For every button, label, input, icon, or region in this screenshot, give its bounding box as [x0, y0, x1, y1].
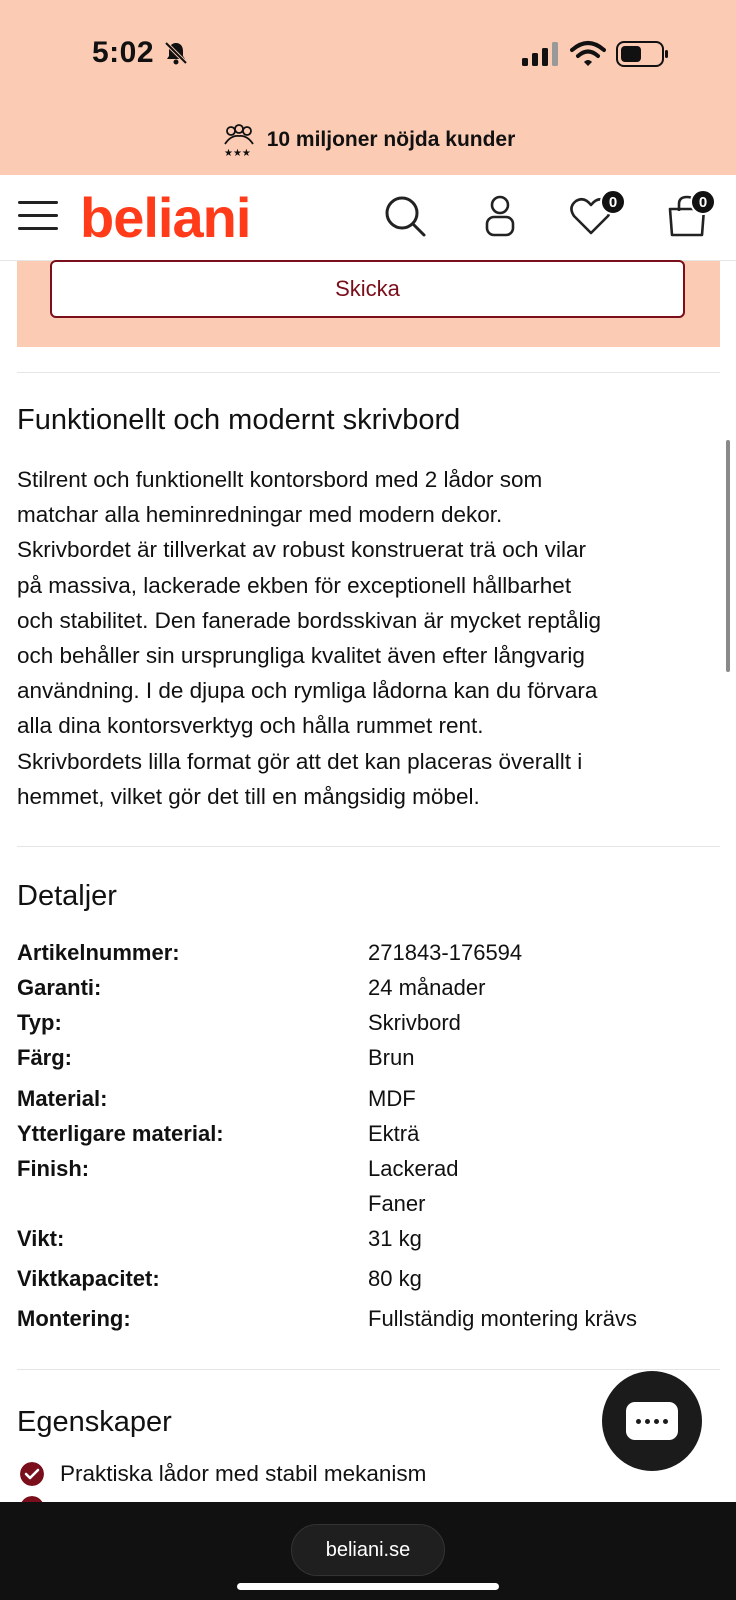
- send-button[interactable]: Skicka: [50, 260, 685, 318]
- spec-label: Artikelnummer:: [17, 940, 180, 965]
- spec-label: Garanti:: [17, 975, 102, 1000]
- divider: [17, 372, 720, 373]
- spec-value: 80 kg: [368, 1266, 422, 1291]
- account-icon[interactable]: [477, 193, 523, 239]
- description-line: alla dina kontorsverktyg och hålla rummet rent.: [17, 713, 484, 739]
- search-icon[interactable]: [382, 193, 428, 239]
- spec-value: 31 kg: [368, 1226, 422, 1251]
- description-line: Skrivbordet är tillverkat av robust konstruerat trä och vilar: [17, 537, 586, 563]
- features-title: Egenskaper: [17, 1406, 172, 1438]
- spec-value: Skrivbord: [368, 1010, 461, 1035]
- beliani-logo[interactable]: beliani: [80, 186, 251, 249]
- spec-label: Finish:: [17, 1156, 90, 1181]
- wifi-icon: [570, 40, 606, 68]
- spec-value: Fullständig montering krävs: [368, 1306, 638, 1331]
- cart-count-badge: 0: [690, 189, 716, 215]
- scrollbar[interactable]: [726, 440, 730, 672]
- spec-value: 24 månader: [368, 975, 486, 1000]
- browser-bottom-bar: [0, 1502, 736, 1600]
- spec-label: Material:: [17, 1086, 108, 1111]
- customers-icon: [221, 122, 257, 158]
- spec-label: Färg:: [17, 1045, 72, 1070]
- promo-banner: [0, 105, 736, 175]
- bell-muted-icon: [163, 40, 189, 66]
- description-line: matchar alla heminredningar med modern dekor.: [17, 502, 503, 528]
- description-line: Skrivbordets lilla format gör att det kan placeras överallt i: [17, 748, 583, 774]
- svg-text:★★★: ★★★: [223, 148, 251, 158]
- battery-icon: [616, 41, 670, 67]
- description-line: användning. I de djupa och rymliga lådorna kan du förvara: [17, 678, 598, 704]
- chat-button[interactable]: [602, 1371, 702, 1471]
- status-bar: [0, 0, 736, 105]
- spec-value: Ekträ: [368, 1121, 420, 1146]
- spec-label: Vikt:: [17, 1226, 65, 1251]
- spec-value: Faner: [368, 1191, 426, 1216]
- spec-value: 271843-176594: [368, 940, 523, 965]
- checkmark-icon: [20, 1462, 44, 1486]
- spec-label: Typ:: [17, 1010, 62, 1035]
- divider: [17, 846, 720, 847]
- site-header: [0, 175, 736, 261]
- spec-value: Brun: [368, 1045, 415, 1070]
- divider: [17, 1369, 720, 1370]
- description-title: Funktionellt och modernt skrivbord: [17, 404, 461, 436]
- status-time: 5:02: [92, 36, 155, 69]
- spec-value: MDF: [368, 1086, 416, 1111]
- menu-icon[interactable]: [18, 199, 58, 233]
- description-line: Stilrent och funktionellt kontorsbord med 2 lådor som: [17, 467, 543, 492]
- spec-label: Viktkapacitet:: [17, 1266, 160, 1291]
- url-bar[interactable]: beliani.se: [291, 1524, 445, 1576]
- description-line: och stabilitet. Den fanerade bordsskivan är mycket reptålig: [17, 607, 602, 633]
- promo-text: 10 miljoner nöjda kunder: [266, 128, 516, 151]
- description-line: och behåller sin ursprungliga kvalitet även efter långvarig: [17, 643, 585, 669]
- spec-value: Lackerad: [368, 1156, 459, 1181]
- feature-item: Praktiska lådor med stabil mekanism: [60, 1461, 427, 1486]
- spec-label: Ytterligare material:: [17, 1121, 224, 1146]
- description-line: hemmet, vilket gör det till en mångsidig möbel.: [17, 783, 480, 809]
- spec-label: Montering:: [17, 1306, 131, 1331]
- description-line: på massiva, lackerade ekben för exceptionell hållbarhet: [17, 572, 572, 598]
- chat-bubble-icon: [626, 1402, 678, 1440]
- details-title: Detaljer: [17, 880, 117, 912]
- cellular-signal-icon: [522, 42, 560, 66]
- home-indicator[interactable]: [237, 1583, 499, 1590]
- wishlist-count-badge: 0: [600, 189, 626, 215]
- description-text: [17, 462, 717, 814]
